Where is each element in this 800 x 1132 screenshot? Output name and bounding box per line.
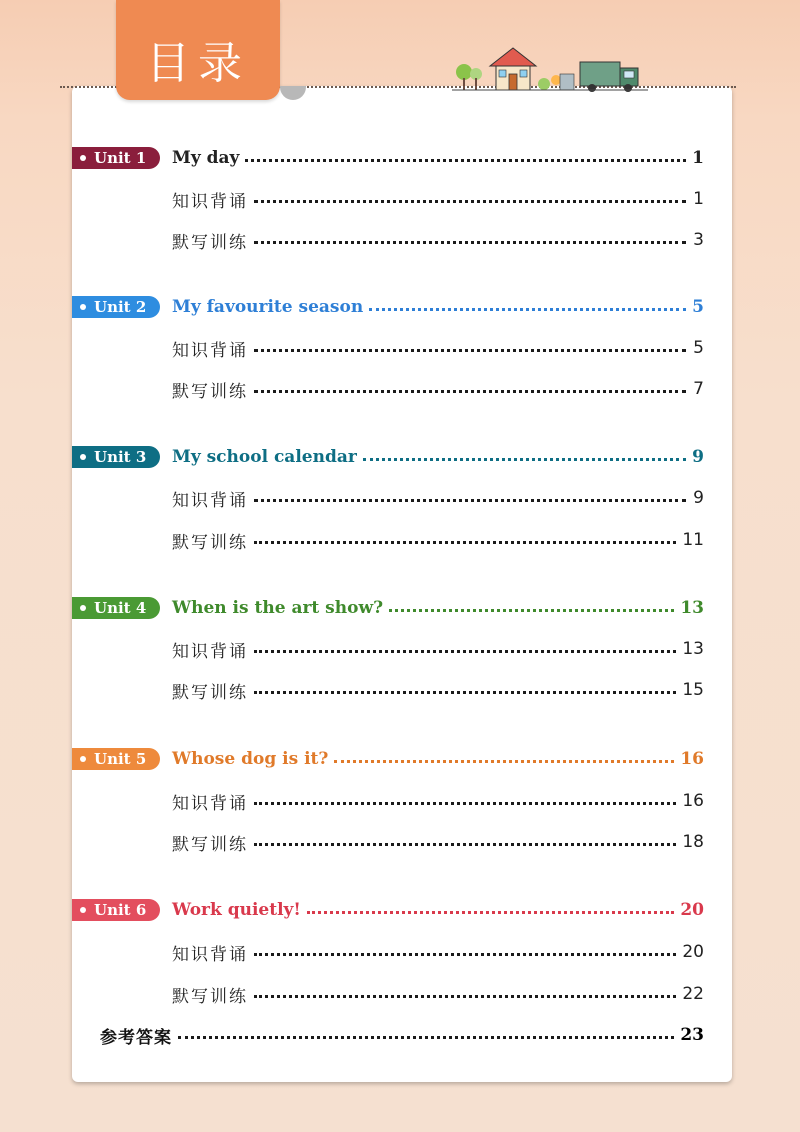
unit-3-badge-label: Unit 3: [94, 448, 147, 466]
item-label: 默写训练: [172, 986, 248, 1007]
item-label: 默写训练: [172, 381, 248, 402]
leader-dots: [254, 241, 686, 244]
item-page: 5: [693, 338, 704, 358]
unit-2-row[interactable]: [172, 294, 704, 320]
item-page: 11: [682, 530, 704, 550]
unit-3-item-2[interactable]: [172, 527, 704, 553]
unit-5-item-2[interactable]: [172, 829, 704, 855]
leader-dots: [254, 390, 686, 393]
unit-2-title: My favourite season: [172, 297, 364, 317]
unit-1-title: My day: [172, 148, 240, 168]
house-truck-illustration: [452, 44, 648, 94]
bullet-icon: [80, 155, 86, 161]
item-label: 默写训练: [172, 232, 248, 253]
item-page: 18: [682, 832, 704, 852]
item-label: 知识背诵: [172, 944, 248, 965]
unit-2-page: 5: [692, 297, 704, 317]
item-page: 20: [682, 942, 704, 962]
bullet-icon: [80, 756, 86, 762]
item-page: 13: [682, 639, 704, 659]
bullet-icon: [80, 454, 86, 460]
item-page: 22: [682, 984, 704, 1004]
unit-2-item-2[interactable]: [172, 376, 704, 402]
leader-dots: [254, 843, 676, 846]
leader-dots: [254, 650, 676, 653]
item-page: 3: [693, 230, 704, 250]
leader-dots: [254, 499, 686, 502]
answers-page: 23: [680, 1025, 704, 1045]
unit-3-row[interactable]: [172, 444, 704, 470]
item-label: 默写训练: [172, 834, 248, 855]
unit-1-item-2[interactable]: [172, 227, 704, 253]
unit-6-item-2[interactable]: [172, 981, 704, 1007]
item-label: 知识背诵: [172, 641, 248, 662]
unit-5-row[interactable]: [172, 746, 704, 772]
unit-5-item-1[interactable]: [172, 788, 704, 814]
house-icon: [490, 48, 536, 90]
bush-icon: [538, 74, 574, 90]
leader-dots: [254, 691, 676, 694]
unit-4-title: When is the art show?: [172, 598, 384, 618]
bullet-icon: [80, 605, 86, 611]
item-label: 知识背诵: [172, 340, 248, 361]
truck-icon: [580, 62, 638, 92]
unit-6-item-1[interactable]: [172, 939, 704, 965]
tree-icon: [456, 64, 482, 90]
item-page: 16: [682, 791, 704, 811]
unit-1-badge-label: Unit 1: [94, 149, 147, 167]
title-tab: [116, 0, 280, 100]
leader-dots: [254, 200, 686, 203]
unit-6-title: Work quietly!: [172, 900, 301, 920]
unit-6-row[interactable]: [172, 897, 704, 923]
unit-4-badge: [72, 597, 160, 619]
item-page: 7: [693, 379, 704, 399]
leader-dots: [254, 802, 676, 805]
item-page: 9: [693, 488, 704, 508]
unit-1-page: 1: [692, 148, 704, 168]
leader-dots: [254, 349, 686, 352]
unit-5-title: Whose dog is it?: [172, 749, 329, 769]
bullet-icon: [80, 304, 86, 310]
unit-4-item-2[interactable]: [172, 677, 704, 703]
leader-dots: [389, 609, 674, 612]
unit-1-row[interactable]: [172, 145, 704, 171]
unit-2-badge: [72, 296, 160, 318]
item-page: 1: [693, 189, 704, 209]
leader-dots: [334, 760, 674, 763]
unit-4-badge-label: Unit 4: [94, 599, 147, 617]
leader-dots: [254, 995, 676, 998]
unit-3-badge: [72, 446, 160, 468]
unit-5-page: 16: [680, 749, 704, 769]
unit-6-badge-label: Unit 6: [94, 901, 147, 919]
unit-3-title: My school calendar: [172, 447, 357, 467]
unit-4-row[interactable]: [172, 595, 704, 621]
unit-3-item-1[interactable]: [172, 485, 704, 511]
leader-dots: [363, 458, 686, 461]
leader-dots: [307, 911, 674, 914]
leader-dots: [369, 308, 686, 311]
item-label: 默写训练: [172, 532, 248, 553]
unit-4-item-1[interactable]: [172, 636, 704, 662]
item-label: 知识背诵: [172, 793, 248, 814]
unit-6-badge: [72, 899, 160, 921]
unit-6-page: 20: [680, 900, 704, 920]
unit-5-badge: [72, 748, 160, 770]
item-label: 知识背诵: [172, 191, 248, 212]
unit-4-page: 13: [680, 598, 704, 618]
leader-dots: [178, 1036, 674, 1039]
item-label: 默写训练: [172, 682, 248, 703]
unit-1-item-1[interactable]: [172, 186, 704, 212]
unit-5-badge-label: Unit 5: [94, 750, 147, 768]
unit-2-item-1[interactable]: [172, 335, 704, 361]
item-label: 知识背诵: [172, 490, 248, 511]
leader-dots: [254, 541, 676, 544]
item-page: 15: [682, 680, 704, 700]
unit-3-page: 9: [692, 447, 704, 467]
leader-dots: [245, 159, 686, 162]
answers-row[interactable]: [100, 1022, 704, 1048]
leader-dots: [254, 953, 676, 956]
unit-1-badge: [72, 147, 160, 169]
bullet-icon: [80, 907, 86, 913]
page-title: 目录: [146, 38, 250, 89]
unit-2-badge-label: Unit 2: [94, 298, 147, 316]
answers-label: 参考答案: [100, 1027, 172, 1048]
